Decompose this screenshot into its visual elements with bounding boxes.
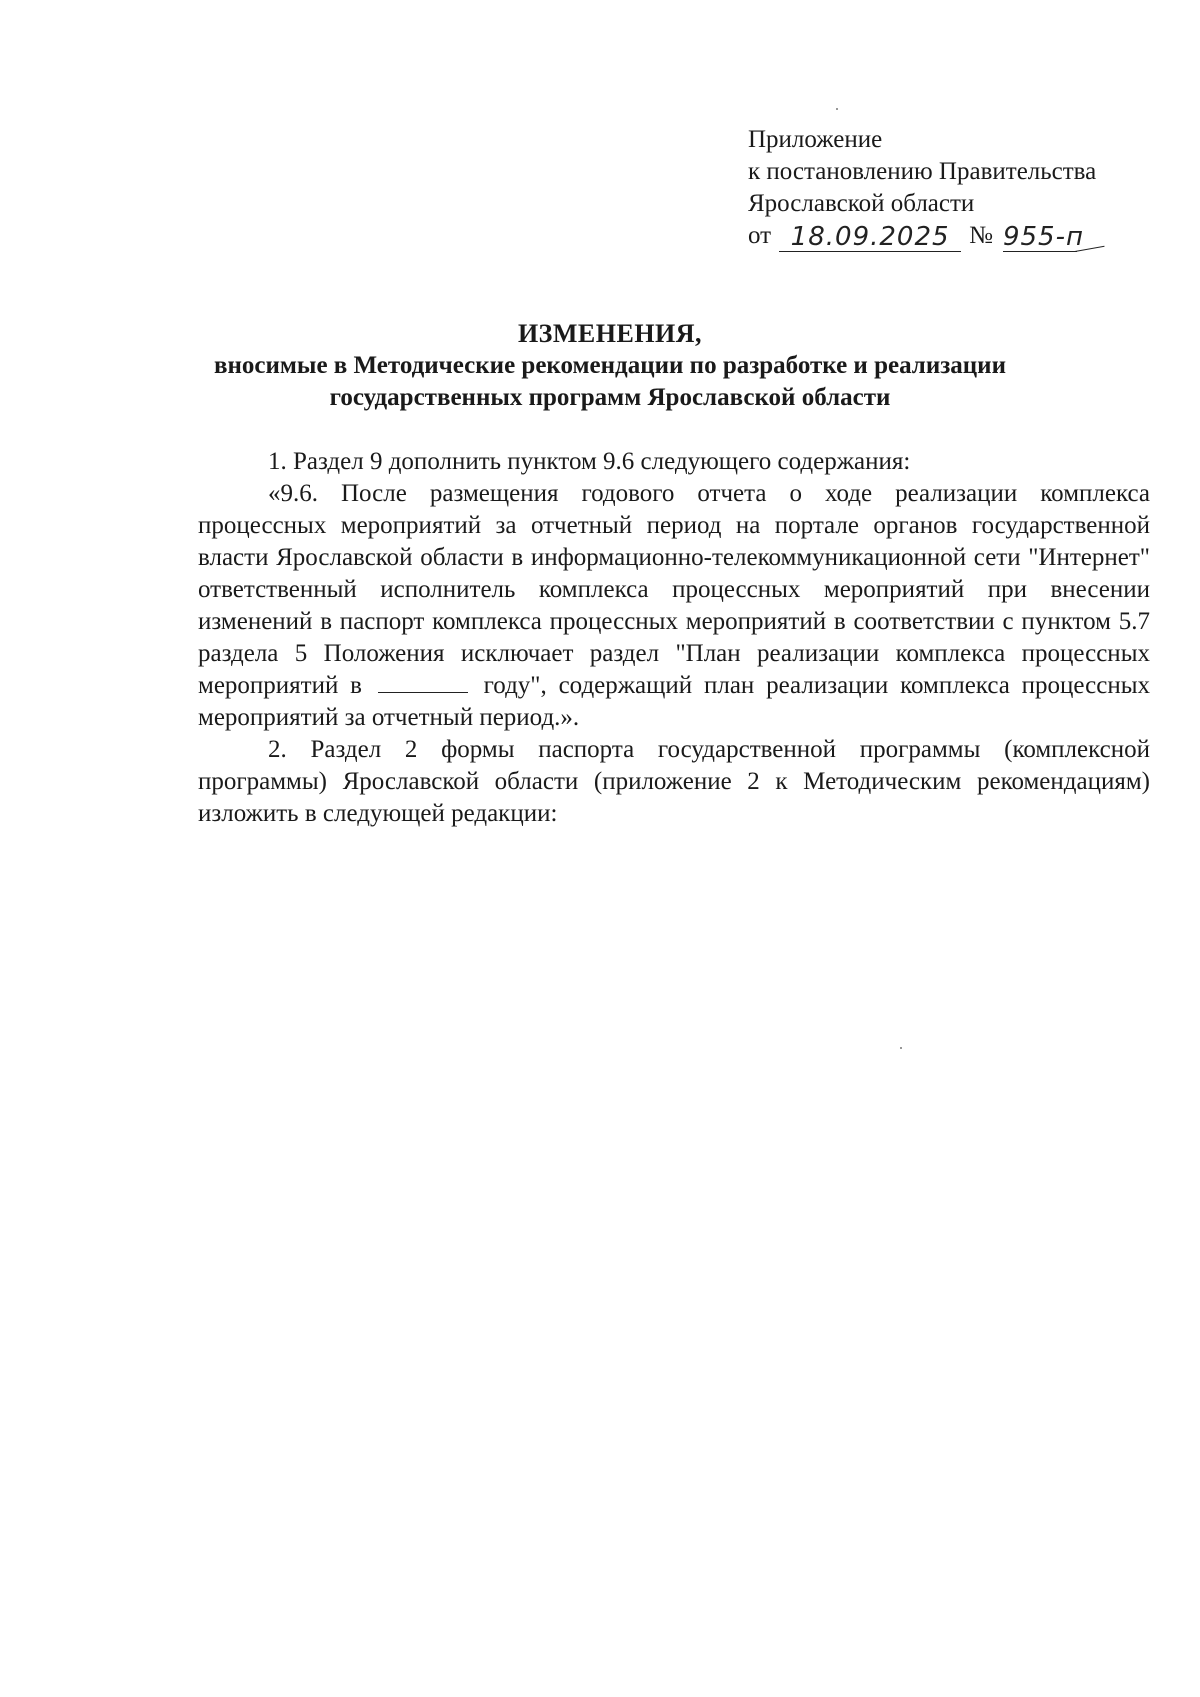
scan-speck — [836, 108, 838, 110]
number-sign: № — [969, 222, 993, 249]
appendix-header — [748, 124, 1168, 252]
paragraph-3: 2. Раздел 2 формы паспорта государственной программы (комплексной программы) Ярославской области (приложение 2 к Методическим рекомендациям) изложить в следующей редакции: — [198, 736, 1150, 827]
appendix-date-number-row — [748, 220, 1168, 252]
scan-speck — [900, 1047, 902, 1049]
document-subtitle-line1: вносимые в Методические рекомендации по разработке и реализации — [213, 352, 1006, 379]
paragraph-2-part1: «9.6. После размещения годового отчета о ходе реализации комплекса процессных мероприятий за отчетный период на портале органов государственной власти Ярославской области в информационно-телекоммуникационной сети "Интернет" ответственный исполнитель комплекса процессных мероприятий при внесении изменений в паспорт комплекса процессных мероприятий в соответствии с пунктом 5.7 раздела 5 Положения исключает раздел "План реализации комплекса процессных мероприятий в — [198, 480, 1150, 699]
document-title-block — [170, 318, 1050, 414]
paragraph-1: 1. Раздел 9 дополнить пунктом 9.6 следующего содержания: — [268, 448, 911, 475]
document-title: ИЗМЕНЕНИЯ, — [517, 319, 703, 348]
handwritten-number: 955-п — [1002, 222, 1084, 252]
appendix-reference: к постановлению Правительства — [748, 158, 1097, 185]
appendix-title: Приложение — [748, 126, 883, 153]
document-subtitle-line2: государственных программ Ярославской области — [329, 384, 891, 411]
document-body — [198, 446, 1150, 830]
handwritten-date: 18.09.2025 — [779, 224, 961, 252]
year-blank-field — [378, 672, 468, 693]
paragraph-2-part2: году", содержащий план реализации комплекса процессных мероприятий за отчетный период.». — [198, 672, 1150, 731]
date-prefix: от — [748, 222, 772, 249]
paragraph-2 — [198, 478, 1150, 734]
appendix-region: Ярославской области — [748, 190, 975, 217]
